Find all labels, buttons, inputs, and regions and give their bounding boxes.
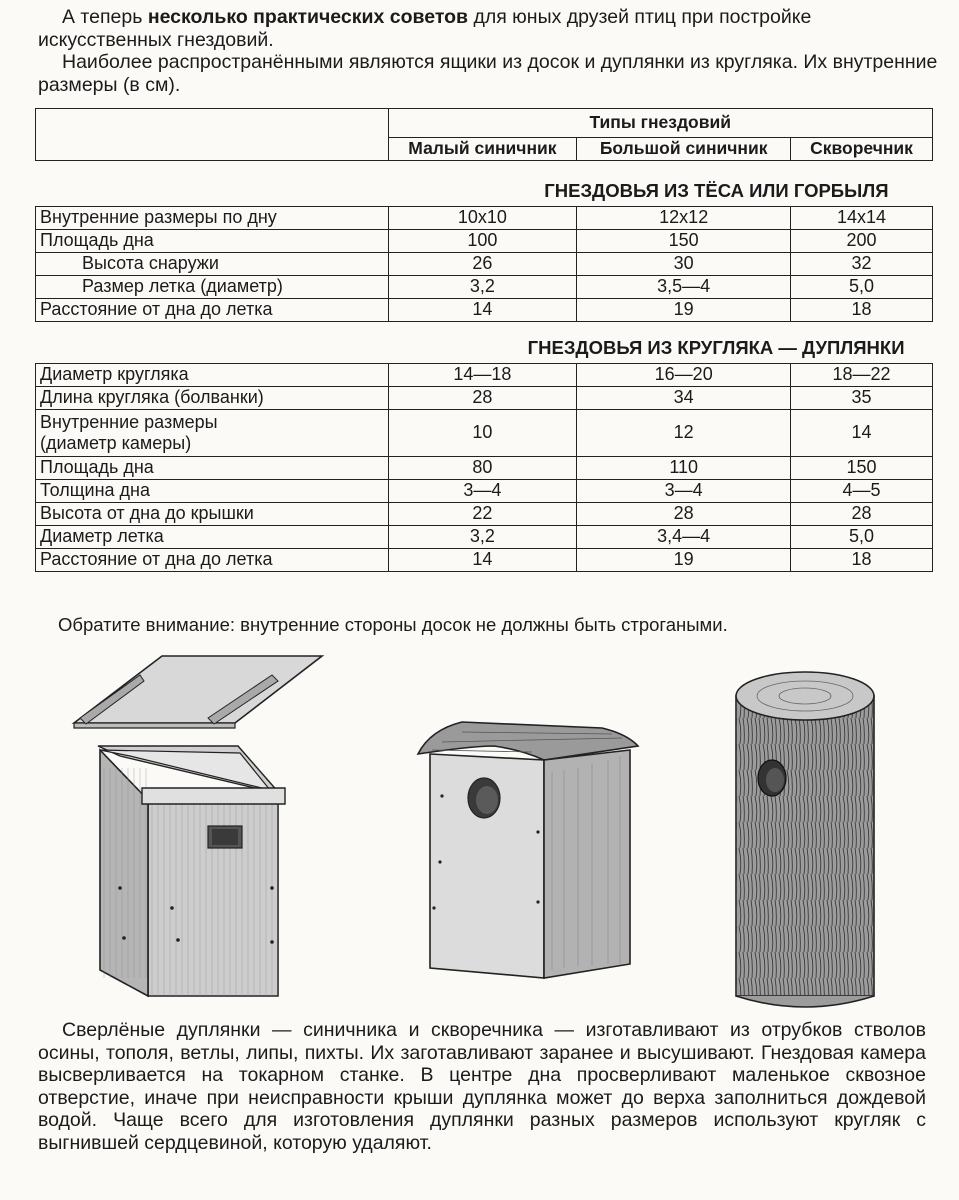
column-header-small-tit: Малый синичник [388,137,577,160]
table-row: Диаметр летка 3,2 3,4—4 5,0 [36,525,933,548]
table-row: Длина кругляка (болванки) 28 34 35 [36,386,933,409]
table-row: Размер летка (диаметр) 3,2 3,5—4 5,0 [36,275,933,298]
table-group-header: Типы гнездовий [388,109,932,138]
titmouse-house-illustration [412,712,642,990]
intro-paragraph-1: А теперь несколько практических советов для юных друзей птиц при постройке искусственных гнездовий. [38,6,812,51]
intro-paragraph-2: Наиболее распространёнными являются ящики из досок и дуплянки из кругляка. Их внутренние размеры (в см). [38,51,938,96]
section-title-logs: ГНЕЗДОВЬЯ ИЗ КРУГЛЯКА — ДУПЛЯНКИ [36,321,933,363]
intro-bold-phrase: несколько практических советов [147,6,469,28]
board-nest-box-illustration [60,648,335,1000]
nest-dimensions-table [35,108,933,572]
table-row: Высота от дна до крышки 22 28 28 [36,502,933,525]
table-corner [36,109,389,138]
body-paragraph: Сверлёные дуплянки — синичника и скворечника — изготавливают из отрубков стволов осины, тополя, ветлы, липы, пихты. Их заготавливают заранее и высушивают. Гнездовая камера высверливается на токарном станке. В центре дна просверливают маленькое сквозное отверстие, иначе при неисправности крыши дуплянка может до верха заполниться дождевой водой. Чаще всего для изготовления дуплянки разных размеров используют кругляк с выгнившей сердцевиной, которую удаляют. [38,1019,926,1154]
table-row: Расстояние от дна до летка 14 19 18 [36,298,933,321]
log-nest-illustration [730,666,880,1012]
table-row: Площадь дна 100 150 200 [36,229,933,252]
section-title-boards: ГНЕЗДОВЬЯ ИЗ ТЁСА ИЛИ ГОРБЫЛЯ [36,160,933,206]
table-row: Толщина дна 3—4 3—4 4—5 [36,479,933,502]
column-header-starling: Скворечник [791,137,933,160]
table-row: Высота снаружи 26 30 32 [36,252,933,275]
table-row: Расстояние от дна до летка 14 19 18 [36,548,933,571]
column-header-big-tit: Большой синичник [577,137,791,160]
table-row: Диаметр кругляка 14—18 16—20 18—22 [36,363,933,386]
table-row: Внутренние размеры (диаметр камеры) 10 12 14 [36,409,933,456]
table-row: Внутренние размеры по дну 10х10 12х12 14х14 [36,206,933,229]
table-row: Площадь дна 80 110 150 [36,456,933,479]
intro-text [38,6,938,96]
note-text: Обратите внимание: внутренние стороны досок не должны быть строгаными. [58,614,728,635]
